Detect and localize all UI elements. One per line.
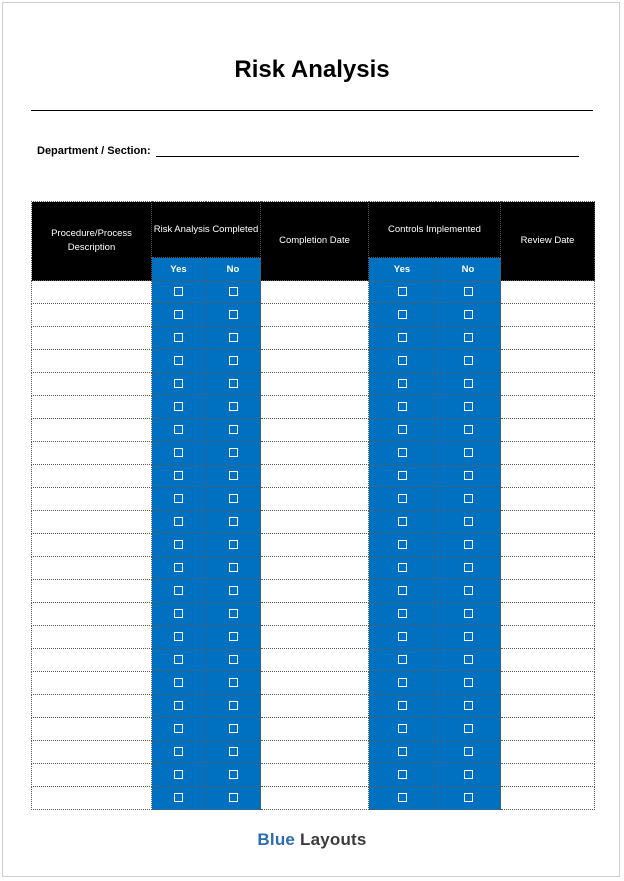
controls-no-cell [436,373,501,396]
risk-no-checkbox[interactable] [229,655,238,664]
controls-yes-checkbox[interactable] [398,471,407,480]
controls-no-checkbox[interactable] [464,333,473,342]
controls-yes-cell [369,787,436,810]
completion-date-cell[interactable] [261,718,369,741]
controls-yes-cell [369,649,436,672]
table-row [32,373,595,396]
department-label: Department / Section: [37,145,151,157]
controls-no-cell [436,580,501,603]
review-date-cell[interactable] [501,626,595,649]
risk-yes-checkbox[interactable] [174,701,183,710]
controls-no-checkbox[interactable] [464,563,473,572]
logo-word-layouts: Layouts [300,830,367,849]
controls-no-checkbox[interactable] [464,540,473,549]
risk-no-cell [206,764,261,787]
blue-layouts-logo [3,830,621,850]
controls-yes-checkbox[interactable] [398,655,407,664]
controls-no-checkbox[interactable] [464,793,473,802]
risk-no-checkbox[interactable] [229,609,238,618]
controls-no-checkbox[interactable] [464,609,473,618]
controls-yes-cell [369,557,436,580]
risk-yes-checkbox[interactable] [174,540,183,549]
risk-yes-checkbox[interactable] [174,356,183,365]
table-row [32,557,595,580]
risk-no-cell [206,511,261,534]
risk-no-checkbox[interactable] [229,287,238,296]
table-row [32,327,595,350]
risk-no-cell [206,580,261,603]
procedure-cell[interactable] [32,442,152,465]
risk-yes-checkbox[interactable] [174,609,183,618]
risk-no-cell [206,465,261,488]
review-date-cell[interactable] [501,396,595,419]
risk-yes-cell [152,419,206,442]
controls-no-cell [436,764,501,787]
table-row [32,534,595,557]
risk-yes-cell [152,511,206,534]
risk-yes-cell [152,327,206,350]
risk-yes-checkbox[interactable] [174,747,183,756]
controls-no-checkbox[interactable] [464,448,473,457]
controls-yes-cell [369,580,436,603]
review-date-cell[interactable] [501,327,595,350]
risk-yes-cell [152,465,206,488]
completion-date-cell[interactable] [261,304,369,327]
table-row [32,419,595,442]
risk-yes-checkbox[interactable] [174,287,183,296]
controls-yes-cell [369,350,436,373]
risk-yes-cell [152,764,206,787]
risk-yes-cell [152,787,206,810]
procedure-cell[interactable] [32,488,152,511]
risk-yes-cell [152,304,206,327]
controls-no-cell [436,626,501,649]
table-row [32,304,595,327]
table-row [32,442,595,465]
controls-yes-checkbox[interactable] [398,632,407,641]
controls-yes-checkbox[interactable] [398,287,407,296]
controls-yes-cell [369,304,436,327]
controls-yes-cell [369,511,436,534]
controls-yes-cell [369,396,436,419]
page-title: Risk Analysis [234,56,390,83]
risk-no-checkbox[interactable] [229,379,238,388]
header-completion-date: Completion Date [261,202,369,281]
risk-no-checkbox[interactable] [229,333,238,342]
review-date-cell[interactable] [501,741,595,764]
controls-no-cell [436,442,501,465]
controls-yes-checkbox[interactable] [398,379,407,388]
risk-yes-cell [152,396,206,419]
controls-no-checkbox[interactable] [464,287,473,296]
controls-no-checkbox[interactable] [464,494,473,503]
review-date-cell[interactable] [501,672,595,695]
review-date-cell[interactable] [501,488,595,511]
risk-yes-checkbox[interactable] [174,586,183,595]
risk-no-checkbox[interactable] [229,425,238,434]
risk-yes-cell [152,626,206,649]
controls-no-cell [436,718,501,741]
controls-yes-checkbox[interactable] [398,402,407,411]
completion-date-cell[interactable] [261,672,369,695]
risk-yes-checkbox[interactable] [174,379,183,388]
controls-no-cell [436,419,501,442]
review-date-cell[interactable] [501,764,595,787]
risk-no-checkbox[interactable] [229,701,238,710]
risk-no-checkbox[interactable] [229,517,238,526]
review-date-cell[interactable] [501,419,595,442]
controls-no-checkbox[interactable] [464,379,473,388]
completion-date-cell[interactable] [261,281,369,304]
risk-no-cell [206,626,261,649]
table-body [32,281,595,810]
controls-no-checkbox[interactable] [464,678,473,687]
completion-date-cell[interactable] [261,419,369,442]
risk-yes-checkbox[interactable] [174,333,183,342]
risk-yes-checkbox[interactable] [174,563,183,572]
controls-no-checkbox[interactable] [464,747,473,756]
procedure-cell[interactable] [32,580,152,603]
review-date-cell[interactable] [501,465,595,488]
procedure-cell[interactable] [32,649,152,672]
table-row [32,741,595,764]
table-row [32,465,595,488]
department-input-line[interactable] [156,156,579,157]
risk-no-checkbox[interactable] [229,678,238,687]
risk-yes-cell [152,695,206,718]
controls-yes-cell [369,695,436,718]
risk-no-cell [206,672,261,695]
controls-yes-cell [369,419,436,442]
review-date-cell[interactable] [501,649,595,672]
controls-no-cell [436,511,501,534]
controls-yes-checkbox[interactable] [398,609,407,618]
review-date-cell[interactable] [501,534,595,557]
risk-yes-cell [152,672,206,695]
risk-no-checkbox[interactable] [229,632,238,641]
risk-yes-cell [152,718,206,741]
controls-yes-checkbox[interactable] [398,793,407,802]
review-date-cell[interactable] [501,304,595,327]
controls-no-checkbox[interactable] [464,632,473,641]
risk-no-cell [206,304,261,327]
risk-no-cell [206,442,261,465]
review-date-cell[interactable] [501,695,595,718]
risk-no-checkbox[interactable] [229,471,238,480]
procedure-cell[interactable] [32,695,152,718]
table-row [32,649,595,672]
procedure-cell[interactable] [32,373,152,396]
subheader-risk-yes: Yes [152,258,206,281]
risk-no-cell [206,603,261,626]
risk-yes-checkbox[interactable] [174,425,183,434]
risk-yes-cell [152,373,206,396]
procedure-cell[interactable] [32,304,152,327]
controls-yes-cell [369,442,436,465]
procedure-cell[interactable] [32,465,152,488]
completion-date-cell[interactable] [261,557,369,580]
controls-yes-checkbox[interactable] [398,448,407,457]
controls-no-cell [436,557,501,580]
risk-yes-cell [152,488,206,511]
controls-yes-cell [369,741,436,764]
completion-date-cell[interactable] [261,327,369,350]
risk-no-cell [206,396,261,419]
controls-no-checkbox[interactable] [464,356,473,365]
review-date-cell[interactable] [501,442,595,465]
completion-date-cell[interactable] [261,764,369,787]
subheader-risk-no: No [206,258,261,281]
controls-no-cell [436,350,501,373]
risk-yes-cell [152,649,206,672]
controls-yes-checkbox[interactable] [398,563,407,572]
controls-yes-checkbox[interactable] [398,540,407,549]
controls-no-cell [436,695,501,718]
review-date-cell[interactable] [501,373,595,396]
risk-no-cell [206,695,261,718]
completion-date-cell[interactable] [261,626,369,649]
risk-yes-cell [152,580,206,603]
controls-no-cell [436,281,501,304]
controls-yes-cell [369,718,436,741]
risk-no-checkbox[interactable] [229,494,238,503]
risk-yes-cell [152,281,206,304]
risk-no-checkbox[interactable] [229,448,238,457]
controls-yes-checkbox[interactable] [398,356,407,365]
completion-date-cell[interactable] [261,787,369,810]
risk-no-checkbox[interactable] [229,402,238,411]
risk-yes-cell [152,534,206,557]
controls-yes-checkbox[interactable] [398,701,407,710]
risk-no-cell [206,373,261,396]
completion-date-cell[interactable] [261,350,369,373]
controls-no-cell [436,534,501,557]
completion-date-cell[interactable] [261,511,369,534]
procedure-cell[interactable] [32,603,152,626]
procedure-cell[interactable] [32,718,152,741]
review-date-cell[interactable] [501,281,595,304]
procedure-cell[interactable] [32,396,152,419]
table-row [32,511,595,534]
risk-no-checkbox[interactable] [229,747,238,756]
logo-word-blue: Blue [257,830,296,849]
risk-yes-checkbox[interactable] [174,655,183,664]
procedure-cell[interactable] [32,327,152,350]
controls-yes-cell [369,672,436,695]
completion-date-cell[interactable] [261,580,369,603]
table-row [32,626,595,649]
risk-yes-checkbox[interactable] [174,793,183,802]
controls-yes-checkbox[interactable] [398,770,407,779]
controls-no-cell [436,488,501,511]
controls-no-cell [436,649,501,672]
risk-no-cell [206,419,261,442]
review-date-cell[interactable] [501,580,595,603]
controls-yes-checkbox[interactable] [398,333,407,342]
table-row [32,603,595,626]
completion-date-cell[interactable] [261,373,369,396]
controls-yes-cell [369,373,436,396]
risk-no-cell [206,718,261,741]
procedure-cell[interactable] [32,672,152,695]
controls-yes-checkbox[interactable] [398,747,407,756]
header-controls-implemented: Controls Implemented [369,202,501,258]
header-procedure: Procedure/Process Description [32,202,152,281]
controls-no-cell [436,672,501,695]
risk-no-cell [206,787,261,810]
controls-no-cell [436,304,501,327]
controls-no-cell [436,787,501,810]
procedure-cell[interactable] [32,281,152,304]
subheader-controls-yes: Yes [369,258,436,281]
completion-date-cell[interactable] [261,603,369,626]
controls-no-checkbox[interactable] [464,770,473,779]
title-divider [31,110,593,111]
controls-yes-checkbox[interactable] [398,724,407,733]
risk-analysis-table [31,201,595,810]
risk-yes-checkbox[interactable] [174,494,183,503]
procedure-cell[interactable] [32,764,152,787]
risk-yes-cell [152,350,206,373]
completion-date-cell[interactable] [261,465,369,488]
controls-no-cell [436,327,501,350]
risk-yes-checkbox[interactable] [174,517,183,526]
completion-date-cell[interactable] [261,442,369,465]
controls-no-cell [436,741,501,764]
controls-no-checkbox[interactable] [464,655,473,664]
review-date-cell[interactable] [501,557,595,580]
review-date-cell[interactable] [501,350,595,373]
review-date-cell[interactable] [501,603,595,626]
risk-yes-checkbox[interactable] [174,678,183,687]
risk-no-cell [206,557,261,580]
risk-yes-cell [152,442,206,465]
risk-yes-cell [152,603,206,626]
risk-no-checkbox[interactable] [229,356,238,365]
risk-yes-checkbox[interactable] [174,632,183,641]
risk-yes-checkbox[interactable] [174,448,183,457]
procedure-cell[interactable] [32,419,152,442]
risk-yes-checkbox[interactable] [174,471,183,480]
procedure-cell[interactable] [32,787,152,810]
procedure-cell[interactable] [32,350,152,373]
risk-no-checkbox[interactable] [229,563,238,572]
risk-no-cell [206,281,261,304]
header-review-date: Review Date [501,202,595,281]
procedure-cell[interactable] [32,511,152,534]
controls-no-checkbox[interactable] [464,471,473,480]
procedure-cell[interactable] [32,741,152,764]
controls-yes-checkbox[interactable] [398,678,407,687]
controls-yes-checkbox[interactable] [398,517,407,526]
table-row [32,695,595,718]
procedure-cell[interactable] [32,557,152,580]
controls-yes-cell [369,603,436,626]
risk-yes-cell [152,557,206,580]
risk-yes-cell [152,741,206,764]
controls-no-checkbox[interactable] [464,425,473,434]
completion-date-cell[interactable] [261,741,369,764]
controls-no-cell [436,603,501,626]
risk-no-cell [206,488,261,511]
header-risk-analysis-completed: Risk Analysis Completed [152,202,261,258]
table-row [32,488,595,511]
table-row [32,281,595,304]
controls-no-checkbox[interactable] [464,724,473,733]
controls-yes-cell [369,764,436,787]
completion-date-cell[interactable] [261,534,369,557]
controls-yes-cell [369,626,436,649]
risk-no-cell [206,327,261,350]
controls-yes-checkbox[interactable] [398,425,407,434]
controls-yes-cell [369,534,436,557]
table-row [32,396,595,419]
completion-date-cell[interactable] [261,396,369,419]
controls-yes-cell [369,465,436,488]
controls-no-cell [436,465,501,488]
risk-yes-checkbox[interactable] [174,310,183,319]
completion-date-cell[interactable] [261,695,369,718]
completion-date-cell[interactable] [261,649,369,672]
controls-no-cell [436,396,501,419]
table-row [32,718,595,741]
subheader-controls-no: No [436,258,501,281]
controls-no-checkbox[interactable] [464,402,473,411]
completion-date-cell[interactable] [261,488,369,511]
controls-no-checkbox[interactable] [464,310,473,319]
table-row [32,672,595,695]
risk-no-checkbox[interactable] [229,586,238,595]
risk-no-checkbox[interactable] [229,310,238,319]
risk-yes-checkbox[interactable] [174,402,183,411]
risk-no-checkbox[interactable] [229,540,238,549]
controls-yes-checkbox[interactable] [398,310,407,319]
review-date-cell[interactable] [501,718,595,741]
risk-no-cell [206,534,261,557]
review-date-cell[interactable] [501,787,595,810]
table-row [32,764,595,787]
risk-no-cell [206,741,261,764]
risk-no-checkbox[interactable] [229,770,238,779]
risk-no-cell [206,350,261,373]
risk-no-checkbox[interactable] [229,724,238,733]
controls-yes-cell [369,488,436,511]
risk-yes-checkbox[interactable] [174,770,183,779]
controls-yes-checkbox[interactable] [398,586,407,595]
controls-no-checkbox[interactable] [464,701,473,710]
review-date-cell[interactable] [501,511,595,534]
table-row [32,350,595,373]
risk-yes-checkbox[interactable] [174,724,183,733]
controls-no-checkbox[interactable] [464,586,473,595]
procedure-cell[interactable] [32,534,152,557]
table-row [32,580,595,603]
controls-no-checkbox[interactable] [464,517,473,526]
document-page [2,2,620,877]
controls-yes-checkbox[interactable] [398,494,407,503]
controls-yes-cell [369,281,436,304]
table-row [32,787,595,810]
controls-yes-cell [369,327,436,350]
procedure-cell[interactable] [32,626,152,649]
risk-no-checkbox[interactable] [229,793,238,802]
risk-no-cell [206,649,261,672]
